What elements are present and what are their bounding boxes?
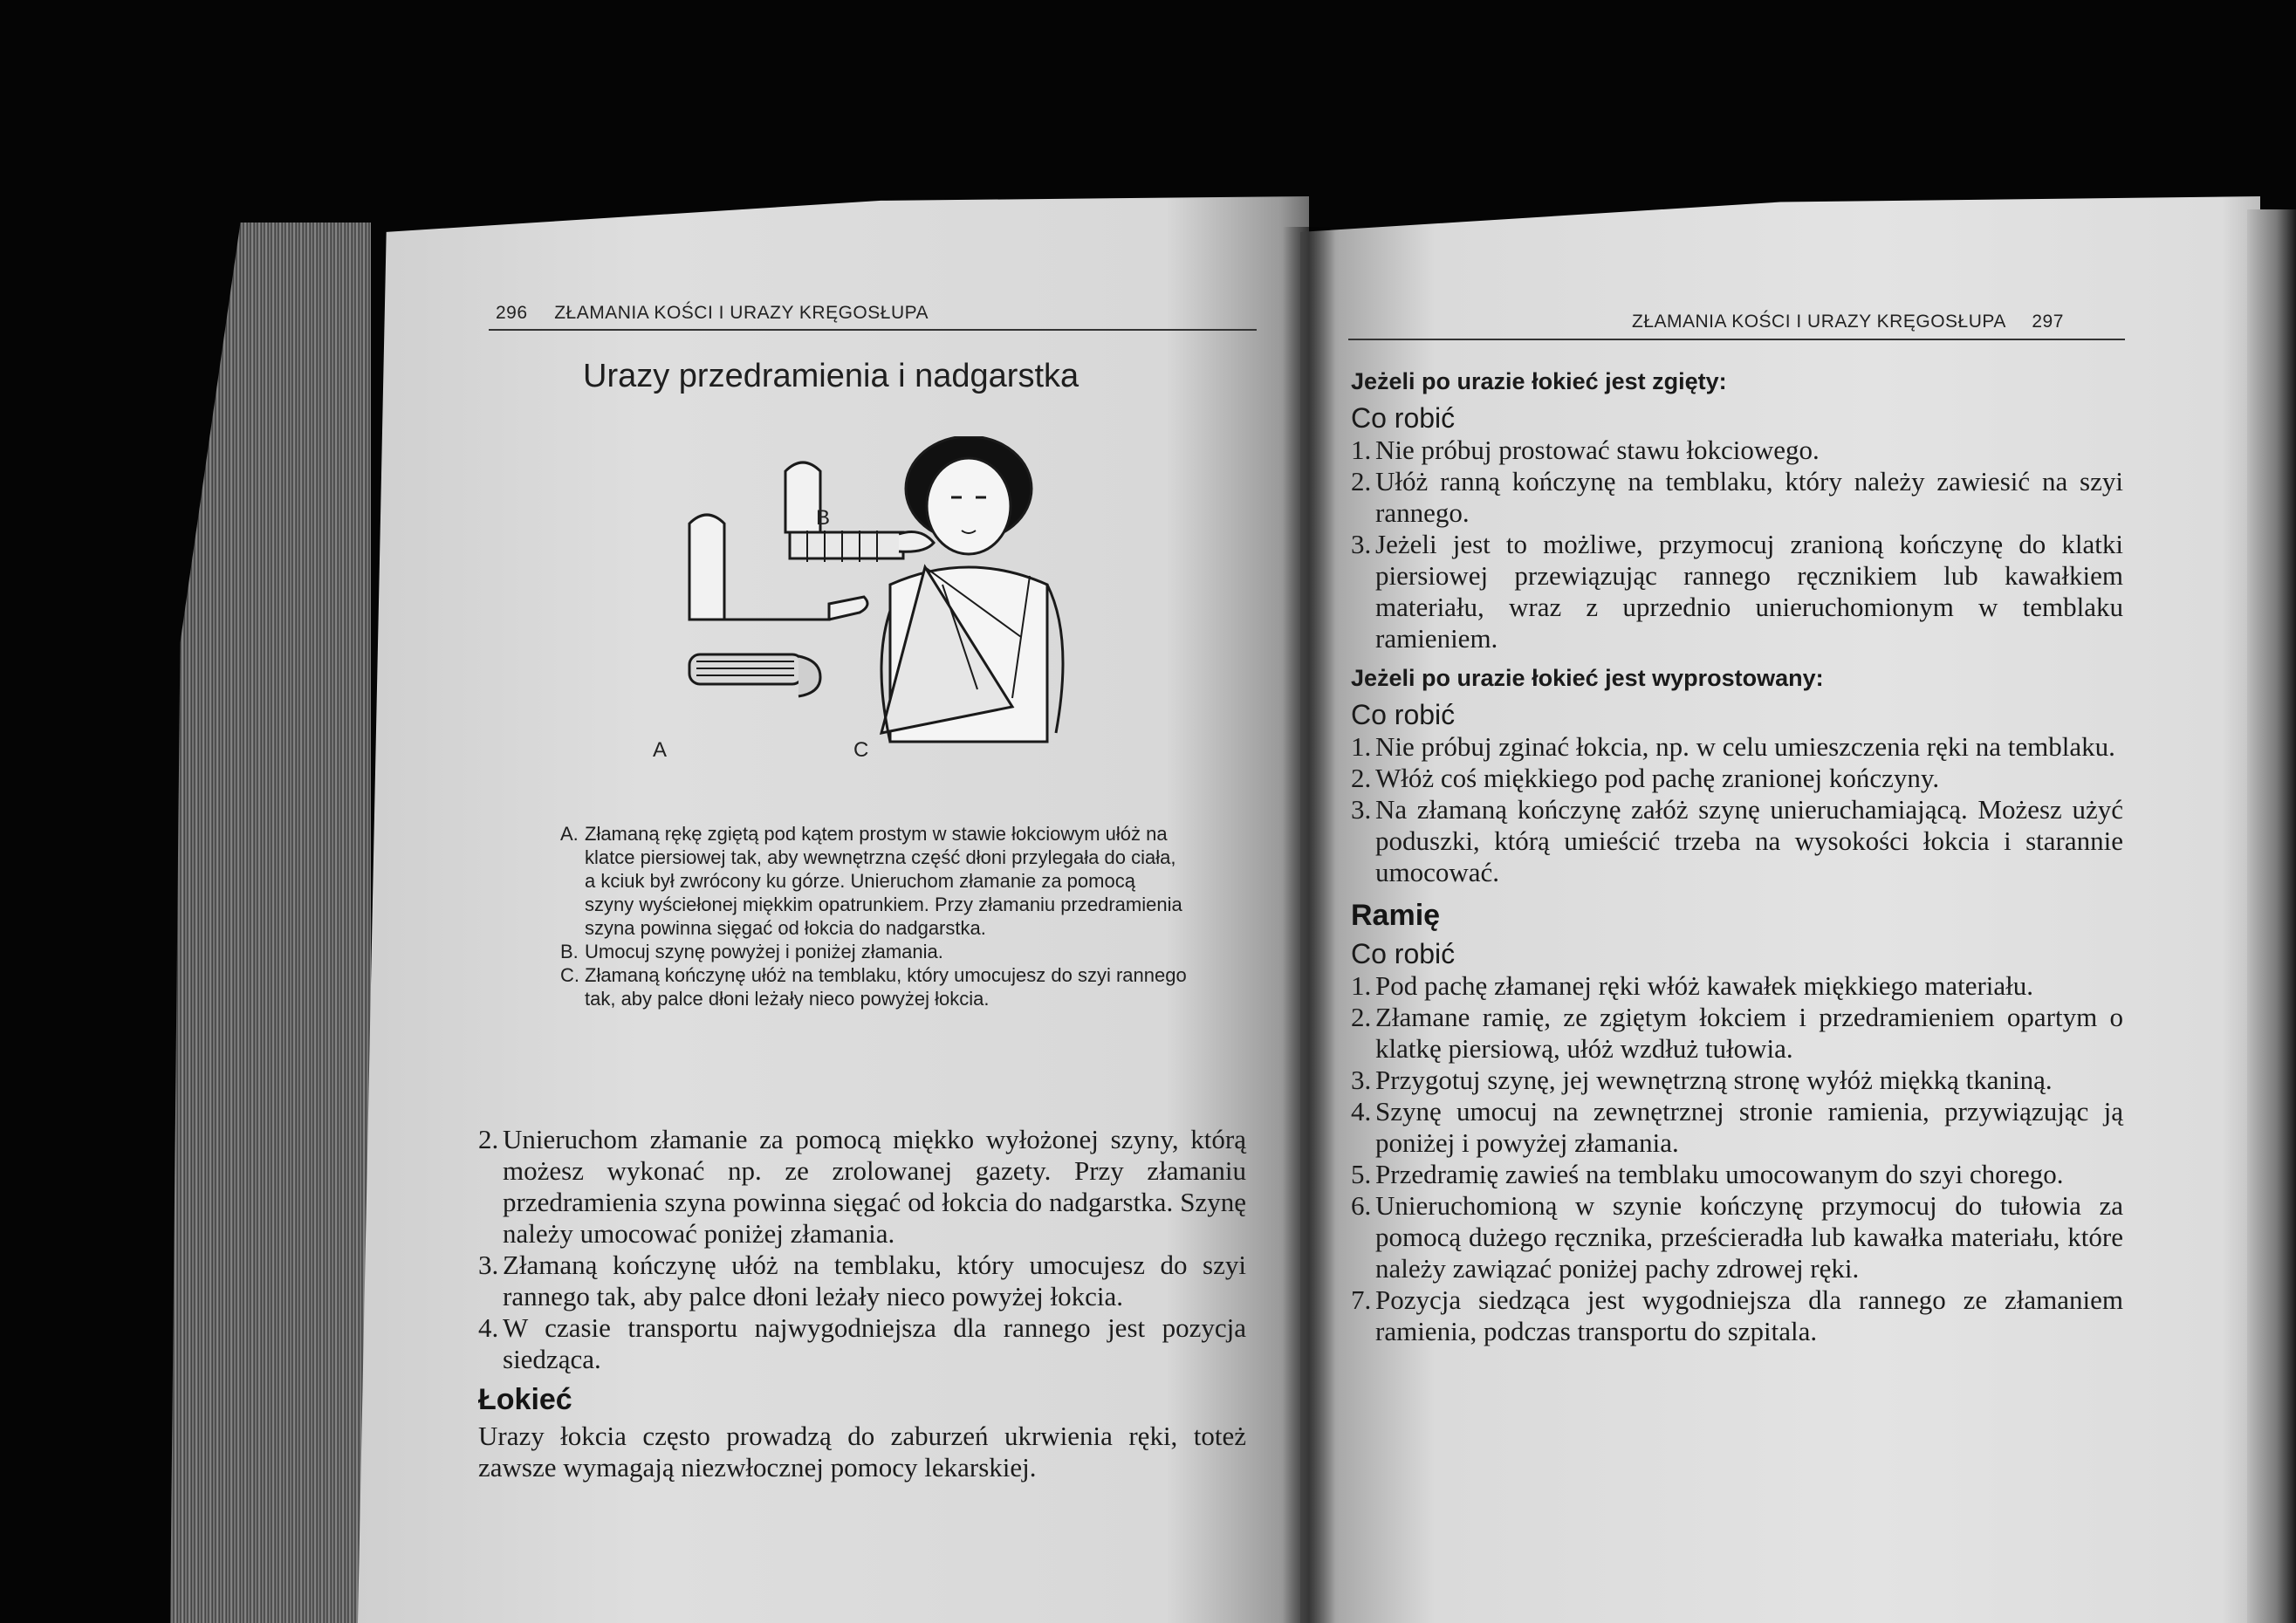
step-number: 4. (478, 1312, 499, 1343)
step-number: 1. (1351, 970, 1372, 1001)
step-item (1351, 435, 2123, 466)
step-item (1351, 1190, 2123, 1284)
caption-item-a (560, 822, 1189, 940)
right-running-title: ZŁAMANIA KOŚCI I URAZY KRĘGOSŁUPA (1632, 312, 2005, 332)
bent-elbow-steps (1351, 435, 2123, 654)
step-number: 2. (1351, 1002, 1372, 1032)
step-number: 2. (478, 1124, 499, 1154)
step-text: Złamaną kończynę ułóż na temblaku, który umocujesz do szyi rannego tak, aby palce dłoni leżały nieco powyżej łokcia. (503, 1250, 1246, 1311)
what-to-do-heading: Co robić (1351, 938, 1456, 969)
step-item (478, 1250, 1246, 1312)
caption-item-c (560, 963, 1189, 1010)
step-item (1351, 970, 2123, 1002)
book-gutter (1283, 227, 1335, 1623)
step-item (1351, 1065, 2123, 1096)
page-stack-edge (170, 223, 371, 1623)
caption-item-b (560, 940, 1189, 963)
caption-text: Złamaną rękę zgiętą pod kątem prostym w stawie łokciowym ułóż na klatce piersiowej tak, aby wewnętrzna część dłoni przylegała do ciała, a kciuk był zwrócony ku górze. Unieruchom złamanie za pomocą szyny wyściełonej miękkim opatrunkiem. Przy złamaniu przedramienia szyna powinna sięgać od łokcia do nadgarstka. (585, 823, 1182, 939)
step-item (1351, 1284, 2123, 1347)
what-to-do-heading: Co robić (1351, 402, 1456, 434)
figure-label-b: B (816, 506, 831, 530)
step-item (1351, 1096, 2123, 1159)
step-number: 3. (478, 1250, 499, 1280)
step-item (1351, 466, 2123, 529)
left-header-rule (489, 329, 1257, 331)
elbow-text: Urazy łokcia często prowadzą do zaburzeń ukrwienia ręki, toteż zawsze wymagają niezwłocznej pomocy lekarskiej. (478, 1421, 1246, 1483)
step-number: 2. (1351, 763, 1372, 793)
caption-text: Złamaną kończynę ułóż na temblaku, który umocujesz do szyi rannego tak, aby palce dłoni leżały nieco powyżej łokcia. (585, 964, 1187, 1010)
right-page-edge (2247, 209, 2296, 1623)
step-number: 2. (1351, 466, 1372, 496)
figure-label-a: A (653, 738, 668, 762)
bent-elbow-heading: Jeżeli po urazie łokieć jest zgięty: (1351, 368, 1727, 394)
right-header-rule (1348, 339, 2125, 340)
step-number: 4. (1351, 1096, 1372, 1127)
step-number: 3. (1351, 1065, 1372, 1095)
step-number: 1. (1351, 731, 1372, 762)
step-text: Przedramię zawieś na temblaku umocowanym do szyi chorego. (1375, 1159, 2064, 1189)
section-title: Urazy przedramienia i nadgarstka (583, 358, 1079, 394)
step-text: Złamane ramię, ze zgiętym łokciem i przedramieniem opartym o klatkę piersiową, ułóż wzdłuż tułowia. (1375, 1002, 2123, 1064)
step-text: Unieruchom złamanie za pomocą miękko wyłożonej szyny, którą możesz wykonać np. ze zrolowanej gazety. Przy złamaniu przedramienia szyna powinna sięgać od łokcia do nadgarstka. Szynę należy umocować poniżej złamania. (503, 1124, 1246, 1249)
caption-label: B. (560, 941, 579, 962)
step-number: 5. (1351, 1159, 1372, 1189)
step-item (1351, 1159, 2123, 1190)
step-text: Włóż coś miękkiego pod pachę zranionej kończyny. (1375, 763, 1940, 793)
right-page-number: 297 (2032, 312, 2064, 332)
step-number: 1. (1351, 435, 1372, 465)
caption-text: Umocuj szynę powyżej i poniżej złamania. (585, 941, 943, 962)
step-number: 3. (1351, 794, 1372, 825)
fracture-illustration (637, 436, 1108, 768)
arm-steps (1351, 970, 2123, 1347)
right-page-header (1632, 312, 2064, 332)
step-text: Nie próbuj prostować stawu łokciowego. (1375, 435, 1820, 465)
step-text: Ułóż ranną kończynę na temblaku, który należy zawiesić na szyi rannego. (1375, 466, 2123, 528)
step-text: W czasie transportu najwygodniejsza dla rannego jest pozycja siedząca. (503, 1312, 1246, 1374)
caption-label: A. (560, 823, 579, 845)
left-page-number: 296 (496, 303, 528, 323)
step-text: Przygotuj szynę, jej wewnętrzną stronę wyłóż miękką tkaniną. (1375, 1065, 2053, 1095)
straight-elbow-steps (1351, 731, 2123, 888)
step-item (478, 1312, 1246, 1375)
figure-label-c: C (853, 738, 869, 762)
step-item (1351, 1002, 2123, 1065)
what-to-do-heading: Co robić (1351, 699, 1456, 730)
step-text: Pod pachę złamanej ręki włóż kawałek miękkiego materiału. (1375, 970, 2034, 1001)
step-item (1351, 794, 2123, 888)
step-text: Pozycja siedząca jest wygodniejsza dla rannego ze złamaniem ramienia, podczas transportu do szpitala. (1375, 1284, 2123, 1346)
step-number: 3. (1351, 529, 1372, 559)
step-item (1351, 763, 2123, 794)
left-running-title: ZŁAMANIA KOŚCI I URAZY KRĘGOSŁUPA (554, 303, 929, 323)
straight-elbow-heading: Jeżeli po urazie łokieć jest wyprostowany: (1351, 665, 1824, 691)
step-text: Jeżeli jest to możliwe, przymocuj zranioną kończynę do klatki piersiowej przewiązując rannego ręcznikiem lub kawałkiem materiału, wraz z uprzednio unieruchomionym w temblaku ramieniem. (1375, 529, 2123, 654)
step-text: Nie próbuj zginać łokcia, np. w celu umieszczenia ręki na temblaku. (1375, 731, 2115, 762)
step-item (1351, 731, 2123, 763)
step-number: 7. (1351, 1284, 1372, 1315)
left-steps (478, 1124, 1246, 1375)
figure-caption (560, 822, 1189, 1010)
caption-label: C. (560, 964, 579, 986)
arm-heading: Ramię (1351, 899, 1441, 932)
step-text: Unieruchomioną w szynie kończynę przymocuj do tułowia za pomocą dużego ręcznika, prześcieradła lub kawałka materiału, które należy zawiązać poniżej pachy zdrowej ręki. (1375, 1190, 2123, 1284)
step-item (478, 1124, 1246, 1250)
step-text: Na złamaną kończynę załóż szynę unieruchamiającą. Możesz użyć poduszki, którą umieścić trzeba na wysokości łokcia i starannie umocować. (1375, 794, 2123, 887)
right-page-content (1351, 368, 2123, 1347)
left-page-header (496, 303, 929, 324)
step-item (1351, 529, 2123, 654)
elbow-heading: Łokieć (478, 1383, 572, 1416)
step-text: Szynę umocuj na zewnętrznej stronie ramienia, przywiązując ją poniżej i powyżej złamania. (1375, 1096, 2123, 1158)
step-number: 6. (1351, 1190, 1372, 1221)
